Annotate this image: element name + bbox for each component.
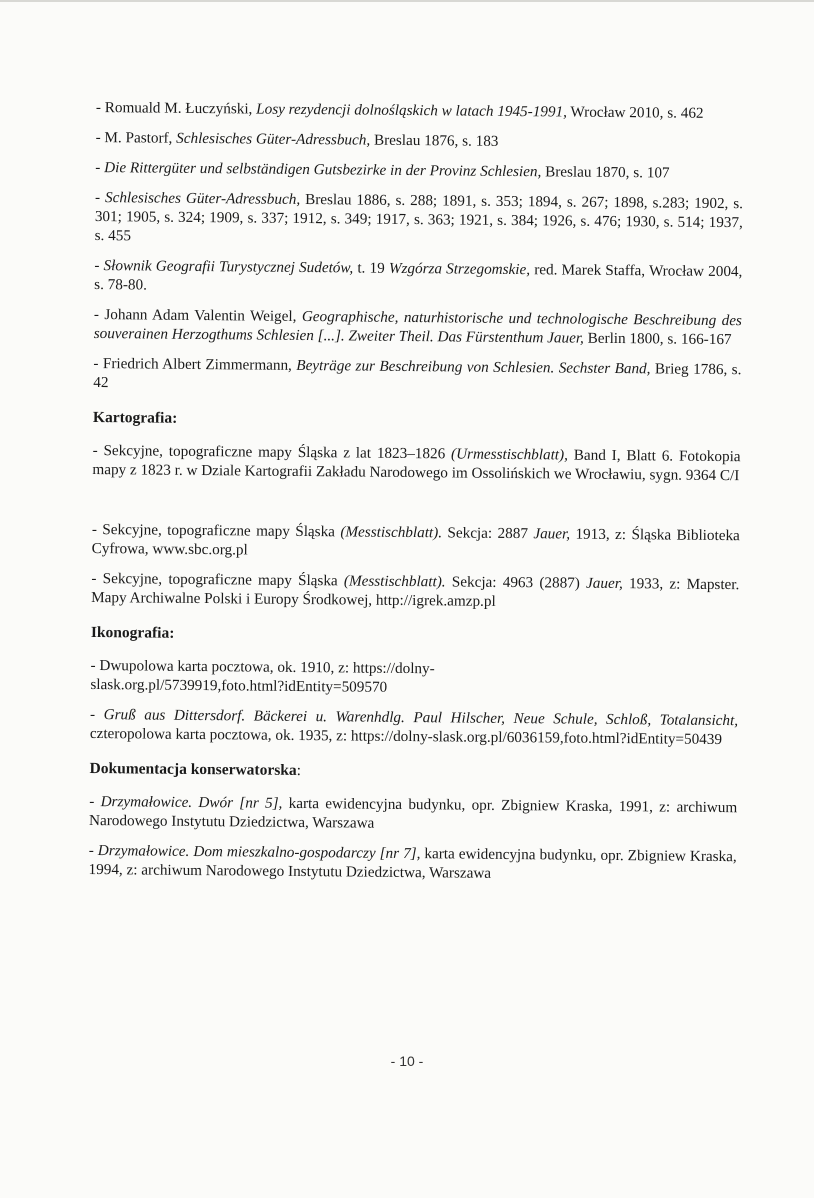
iconography-entry: - Gruß aus Dittersdorf. Bäckerei u. Warenhdlg. Paul Hilscher, Neue Schule, Schloß, Totalansicht, czteropolowa karta pocztowa, ok. 1935, z: https://dolny-slask.org.pl/6036159,foto.html?idEntity=50439: [89, 705, 739, 749]
bibliography-entry: - Schlesisches Güter-Adressbuch, Breslau 1886, s. 288; 1891, s. 353; 1894, s. 267; 1898, s.283; 1902, s. 301; 1905, s. 324; 1909, s. 337; 1912, s. 349; 1917, s. 363; 1921, s. 384; 1926, s. 476; 1930, s. 514; 1937, s. 455: [94, 188, 744, 245]
cartography-entry: - Sekcyjne, topograficzne mapy Śląska z lat 1823–1826 (Urmesstischblatt), Band I, Blatt 6. Fotokopia mapy z 1823 r. w Dziale Kartografii Zakładu Narodowego im Ossolińskich we Wrocławiu, sygn. 9364 C/I: [92, 441, 741, 485]
section-heading-dokumentacja: Dokumentacja konserwatorska:: [89, 759, 302, 779]
bibliography-entry: - M. Pastorf, Schlesisches Güter-Adressbuch, Breslau 1876, s. 183: [95, 128, 499, 150]
iconography-entry: - Dwupolowa karta pocztowa, ok. 1910, z: https://dolny- slask.org.pl/5739919,foto.html?idEntity=509570: [90, 656, 435, 696]
bibliography-entry: - Romuald M. Łuczyński, Losy rezydencji dolnośląskich w latach 1945-1991, Wrocław 2010, s. 462: [95, 98, 704, 122]
page-number: - 10 -: [390, 1053, 424, 1069]
bibliography-entry: - Johann Adam Valentin Weigel, Geographische, naturhistorische und technologische Beschreibung des souverainen Herzogthums Schlesien [...]. Zweiter Theil. Das Fürstenthum Jauer, Berlin 1800, s. 166-167: [93, 305, 742, 349]
bibliography-entry: - Die Rittergüter und selbständigen Gutsbezirke in der Provinz Schlesien, Breslau 1870, s. 107: [95, 158, 670, 182]
cartography-entry: - Sekcyjne, topograficzne mapy Śląska (Messtischblatt). Sekcja: 4963 (2887) Jauer, 1933, z: Mapster. Mapy Archiwalne Polski i Europy Środkowej, http://igrek.amzp.pl: [91, 569, 740, 610]
conservation-doc-entry: - Drzymałowice. Dom mieszkalno-gospodarczy [nr 7], karta ewidencyjna budynku, opr. Zbigniew Kraska, 1994, z: archiwum Narodowego Instytutu Dziedzictwa, Warszawa: [88, 841, 737, 882]
section-heading-kartografia: Kartografia:: [92, 408, 178, 427]
section-heading-ikonografia: Ikonografia:: [90, 623, 175, 642]
bibliography-entry: - Friedrich Albert Zimmermann, Beyträge zur Beschreibung von Schlesien. Sechster Band, Brieg 1786, s. 42: [93, 354, 742, 392]
bibliography-entry: - Słownik Geografii Turystycznej Sudetów, t. 19 Wzgórza Strzegomskie, red. Marek Staffa, Wrocław 2004, s. 78-80.: [94, 256, 743, 294]
cartography-entry: - Sekcyjne, topograficzne mapy Śląska (Messtischblatt). Sekcja: 2887 Jauer, 1913, z: Śląska Biblioteka Cyfrowa, www.sbc.org.pl: [91, 520, 740, 559]
bibliography-content: [88, 98, 744, 896]
conservation-doc-entry: - Drzymałowice. Dwór [nr 5], karta ewidencyjna budynku, opr. Zbigniew Kraska, 1991, z: archiwum Narodowego Instytutu Dziedzictwa, Warszawa: [88, 792, 738, 832]
